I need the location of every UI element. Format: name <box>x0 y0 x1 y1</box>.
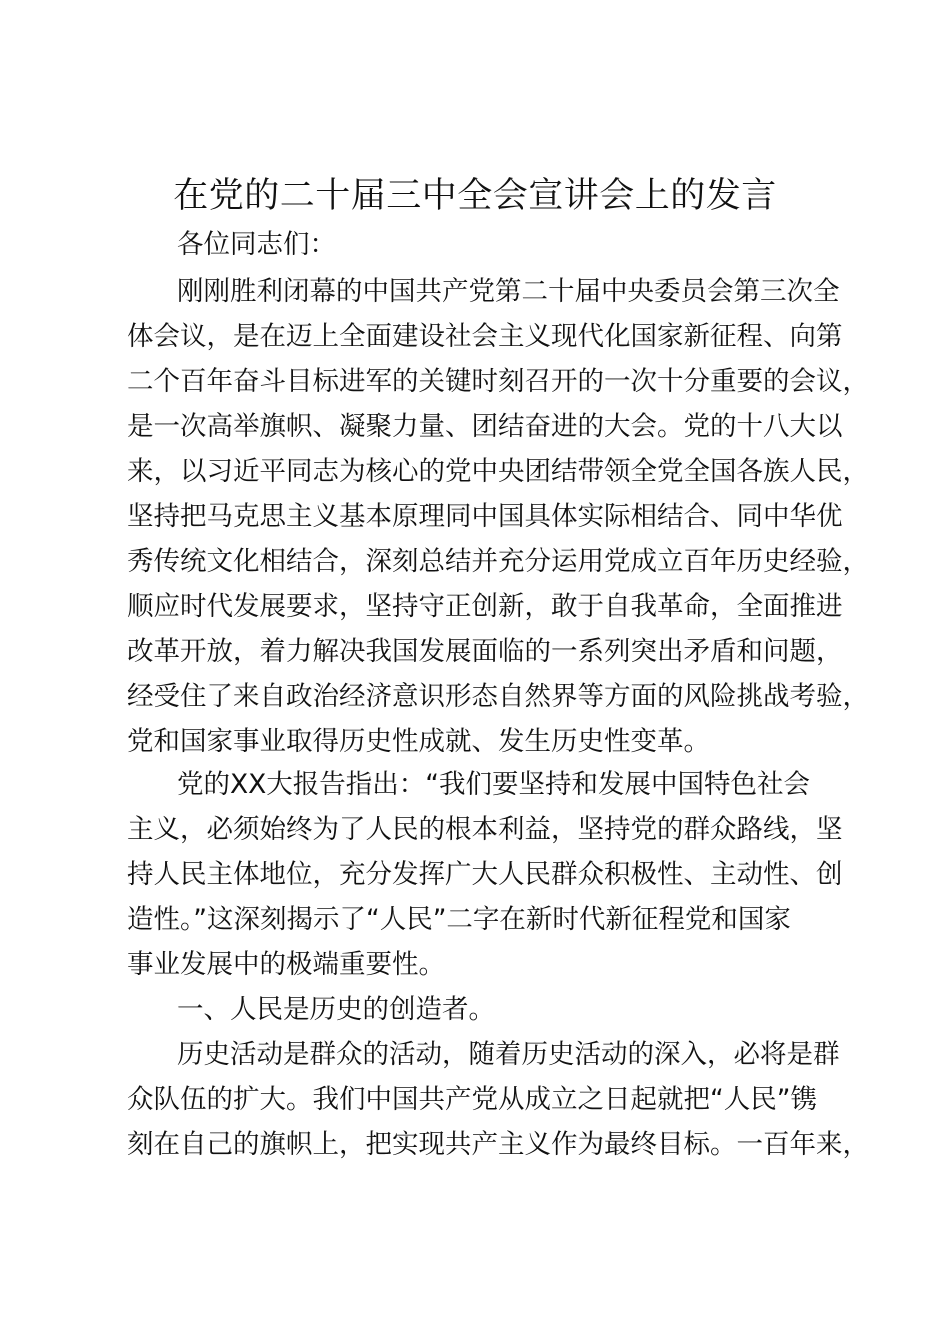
paragraph-line: 历史活动是群众的活动，随着历史活动的深入，必将是群 <box>177 1039 840 1070</box>
paragraph-line: 事业发展中的极端重要性。 <box>127 949 445 980</box>
paragraph-line: 坚持把马克思主义基本原理同中国具体实际相结合、同中华优 <box>127 501 843 532</box>
paragraph-line: 二个百年奋斗目标进军的关键时刻召开的一次十分重要的会议， <box>127 366 869 397</box>
paragraph-line: 众队伍的扩大。我们中国共产党从成立之日起就把“人民”镌 <box>127 1084 817 1115</box>
paragraph-line: 党的XX大报告指出：“我们要坚持和发展中国特色社会 <box>177 769 811 800</box>
paragraph-line: 来，以习近平同志为核心的党中央团结带领全党全国各族人民， <box>127 456 869 487</box>
paragraph-line: 体会议，是在迈上全面建设社会主义现代化国家新征程、向第 <box>127 321 843 352</box>
paragraph-line: 党和国家事业取得历史性成就、发生历史性变革。 <box>127 726 710 757</box>
salutation-line: 各位同志们： <box>177 229 336 260</box>
section-heading: 一、人民是历史的创造者。 <box>177 994 495 1025</box>
paragraph-line: 顺应时代发展要求，坚持守正创新，敢于自我革命，全面推进 <box>127 591 843 622</box>
document-title: 在党的二十届三中全会宣讲会上的发言 <box>173 176 777 216</box>
paragraph-line: 改革开放，着力解决我国发展面临的一系列突出矛盾和问题， <box>127 636 843 667</box>
paragraph-line: 刚刚胜利闭幕的中国共产党第二十届中央委员会第三次全 <box>177 276 840 307</box>
paragraph-line: 是一次高举旗帜、凝聚力量、团结奋进的大会。党的十八大以 <box>127 411 843 442</box>
paragraph-line: 主义，必须始终为了人民的根本利益，坚持党的群众路线，坚 <box>127 814 843 845</box>
paragraph-line: 经受住了来自政治经济意识形态自然界等方面的风险挑战考验， <box>127 681 869 712</box>
paragraph-line: 刻在自己的旗帜上，把实现共产主义作为最终目标。一百年来， <box>127 1129 869 1160</box>
paragraph-line: 造性。”这深刻揭示了“人民”二字在新时代新征程党和国家 <box>127 904 791 935</box>
paragraph-line: 秀传统文化相结合，深刻总结并充分运用党成立百年历史经验， <box>127 546 869 577</box>
paragraph-line: 持人民主体地位，充分发挥广大人民群众积极性、主动性、创 <box>127 859 843 890</box>
